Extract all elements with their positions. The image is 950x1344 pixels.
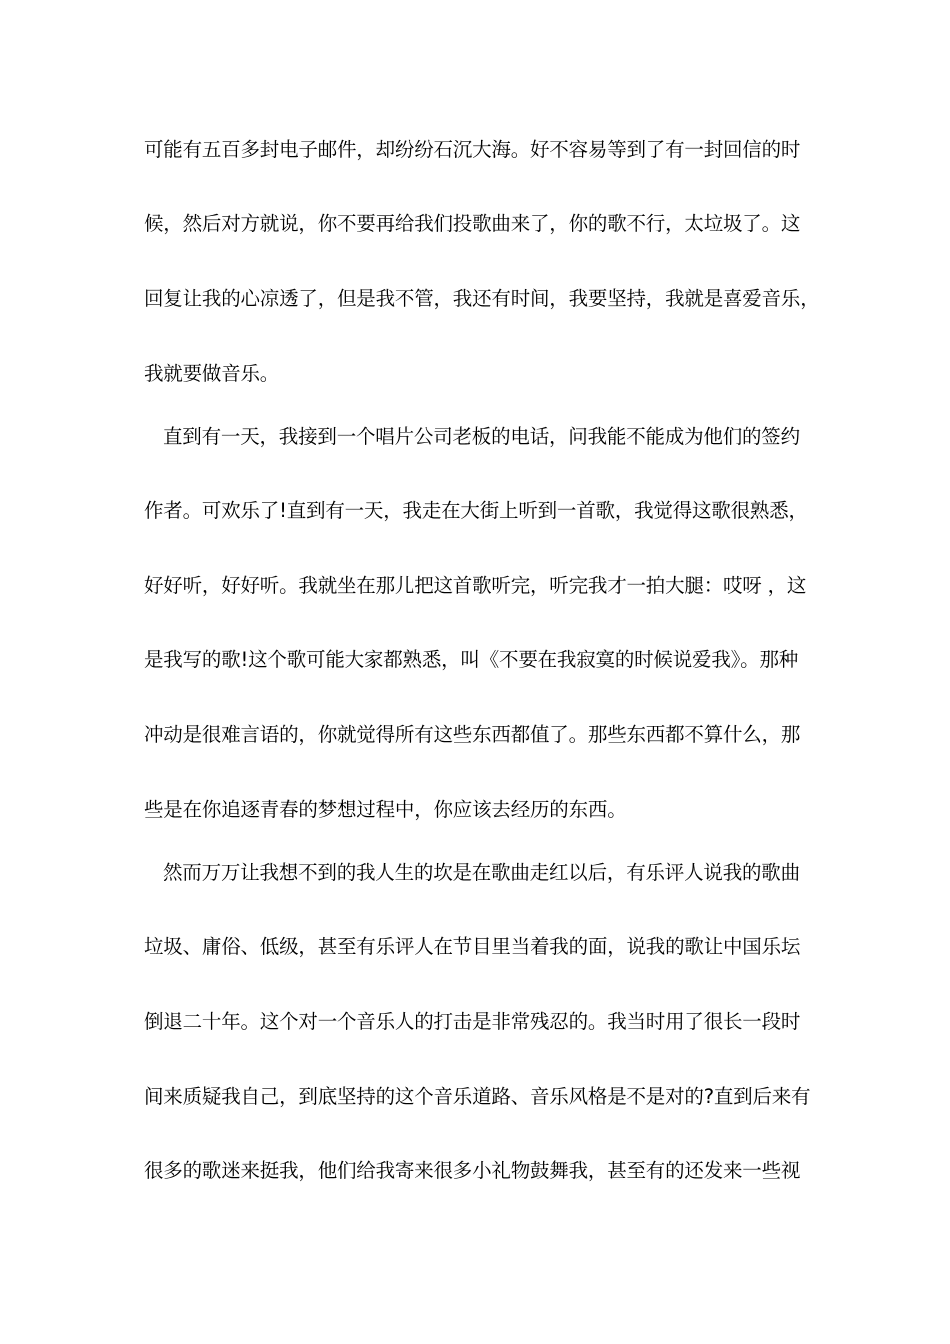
text-line-4: 我就要做音乐。 xyxy=(144,362,280,385)
paragraph-start-line: 然而万万让我想不到的我人生的坎是在歌曲走红以后，有乐评人说我的歌曲 xyxy=(163,861,800,884)
text-line-6: 作者。可欢乐了!直到有一天，我走在大街上听到一首歌，我觉得这歌很熟悉， xyxy=(144,499,808,522)
text-line-8: 是我写的歌!这个歌可能大家都熟悉，叫《不要在我寂寞的时候说爱我》。那种 xyxy=(144,648,799,671)
text-line-1: 可能有五百多封电子邮件，却纷纷石沉大海。好不容易等到了有一封回信的时 xyxy=(144,138,801,161)
text-line-9: 冲动是很难言语的，你就觉得所有这些东西都值了。那些东西都不算什么，那 xyxy=(144,723,801,746)
text-line-12: 垃圾、庸俗、低级，甚至有乐评人在节目里当着我的面，说我的歌让中国乐坛 xyxy=(144,935,801,958)
text-line-14: 间来质疑我自己，到底坚持的这个音乐道路、音乐风格是不是对的?直到后来有 xyxy=(144,1085,811,1108)
text-line-7: 好好听，好好听。我就坐在那儿把这首歌听完，听完我才一拍大腿：哎呀 ，这 xyxy=(144,574,807,597)
paragraph-start-line: 直到有一天，我接到一个唱片公司老板的电话，问我能不能成为他们的签约 xyxy=(163,425,800,448)
text-line-3: 回复让我的心凉透了，但是我不管，我还有时间，我要坚持，我就是喜爱音乐， xyxy=(144,287,820,310)
text-line-13: 倒退二十年。这个对一个音乐人的打击是非常残忍的。我当时用了很长一段时 xyxy=(144,1010,801,1033)
text-line-15: 很多的歌迷来挺我，他们给我寄来很多小礼物鼓舞我，甚至有的还发来一些视 xyxy=(144,1159,801,1182)
text-line-2: 候，然后对方就说，你不要再给我们投歌曲来了，你的歌不行，太垃圾了。这 xyxy=(144,212,801,235)
text-line-10: 些是在你追逐青春的梦想过程中，你应该去经历的东西。 xyxy=(144,798,627,821)
